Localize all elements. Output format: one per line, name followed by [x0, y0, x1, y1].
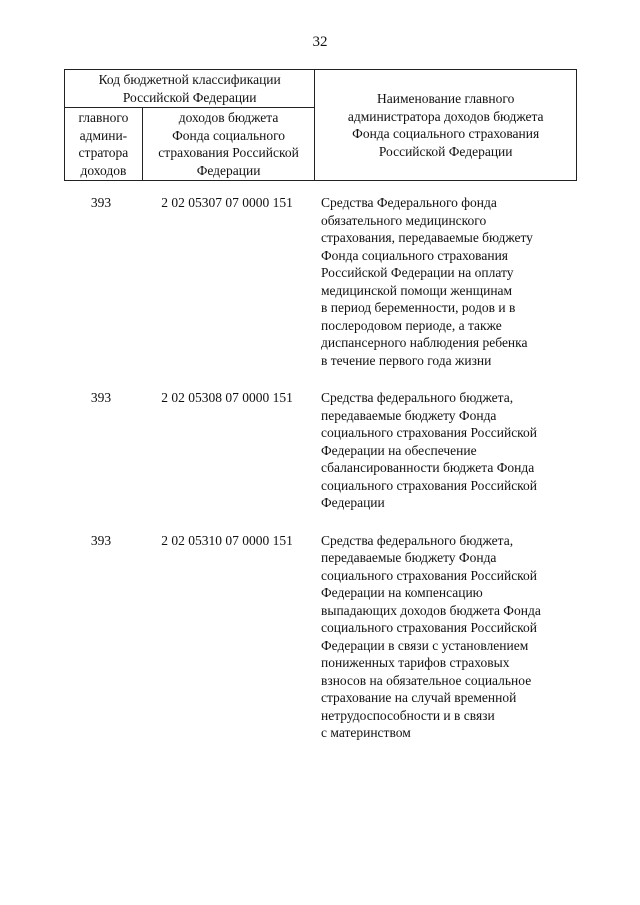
admin-code: 393	[90, 390, 112, 405]
budget-classification-group-header	[65, 70, 315, 108]
revenue-name: Средства федерального бюджета, передаваемые бюджету Фонда социального страхования Российской Федерации на компенсацию выпадающих доходов бюджета Фонда социального страхования Российской Федерации в связи с установлением пониженных тарифов страховых взносов на обязательное социальное страхование на случай временной нетрудоспособности и в связи с материнством	[321, 532, 541, 740]
revenue-code: 2 02 05307 07 0000 151	[161, 195, 293, 210]
classification-header-table	[64, 69, 577, 181]
revenue-name: Средства федерального бюджета, передаваемые бюджету Фонда социального страхования Российской Федерации на обеспечение сбалансированности бюджета Фонда социального страхования Российской Федерации	[321, 390, 538, 510]
table-row	[64, 532, 577, 742]
group-title-line2: Российской Федерации	[122, 89, 257, 105]
admin-code: 393	[90, 532, 112, 548]
revenue-code-header: доходов бюджета Фонда социального страхования Российской Федерации	[142, 108, 315, 181]
revenue-code: 2 02 05310 07 0000 151	[161, 532, 293, 548]
page-number: 32	[312, 34, 328, 50]
chief-administrator-header: главного админи- стратора доходов	[65, 108, 143, 181]
admin-code: 393	[90, 195, 112, 210]
administrator-name-header: Наименование главного администратора доходов бюджета Фонда социального страхования Российской Федерации	[315, 70, 577, 181]
revenue-code: 2 02 05308 07 0000 151	[161, 390, 293, 405]
table-row	[64, 194, 577, 369]
group-title-line1: Код бюджетной классификации	[98, 72, 281, 87]
classification-rows	[64, 194, 577, 762]
table-row	[64, 389, 577, 512]
revenue-name: Средства Федерального фонда обязательного медицинского страхования, передаваемые бюджету Фонда социального страхования Российской Федерации на оплату медицинской помощи женщинам в период беременности, родов и в послеродовом периоде, а также диспансерного наблюдения ребенка в течение первого года жизни	[321, 195, 533, 368]
